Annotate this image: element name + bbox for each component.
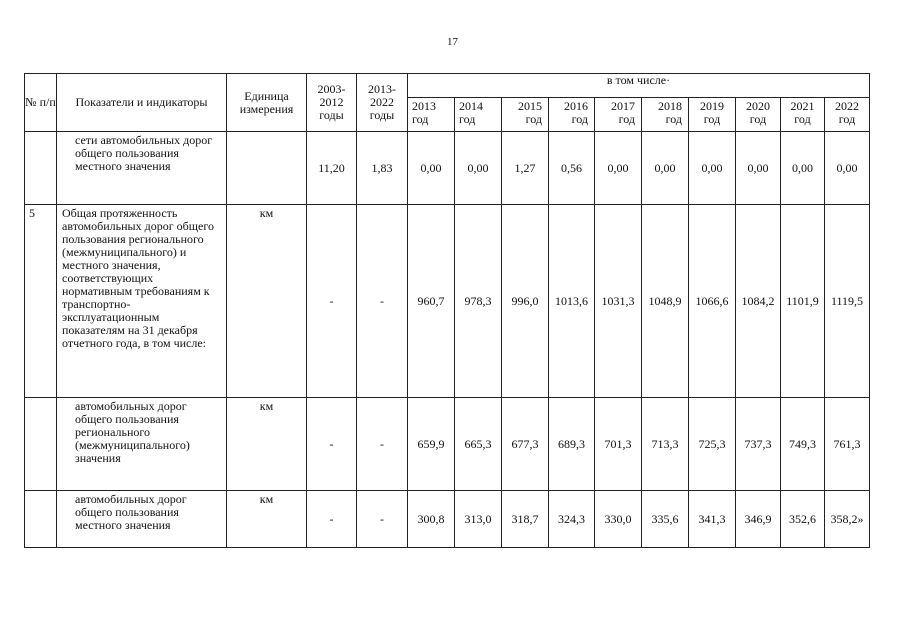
- value-2013: 0,00: [408, 132, 455, 205]
- value-2021: 749,3: [781, 398, 825, 491]
- value-2022: 358,2»: [825, 491, 870, 548]
- row-indicator-name: Общая протяженность автомобильных дорог общего пользования регионального (межмуниципального) и местного значения, соответствующих нормативным требованиям к транспортно-эксплуатационным показателям на 31 декабря отчетного года, в том числе:: [57, 205, 227, 398]
- header-year-2013: 2013 год: [408, 98, 455, 132]
- header-unit: Единица измерения: [227, 74, 307, 132]
- value-2013: 300,8: [408, 491, 455, 548]
- row-period-2013-2022: -: [357, 205, 408, 398]
- row-period-2003-2012: 11,20: [307, 132, 357, 205]
- header-including: в том числе·: [408, 74, 870, 98]
- page-number: 17: [447, 36, 458, 48]
- value-2016: 324,3: [549, 491, 595, 548]
- value-2021: 1101,9: [781, 205, 825, 398]
- value-2015: 1,27: [502, 132, 549, 205]
- value-2019: 0,00: [689, 132, 736, 205]
- row-period-2013-2022: -: [357, 491, 408, 548]
- header-year-2019: 2019 год: [689, 98, 736, 132]
- header-period-2003-2012: 2003-2012 годы: [307, 74, 357, 132]
- value-2015: 677,3: [502, 398, 549, 491]
- header-indicators: Показатели и индикаторы: [57, 74, 227, 132]
- header-year-2016: 2016 год: [549, 98, 595, 132]
- value-2019: 1066,6: [689, 205, 736, 398]
- row-number: [25, 132, 57, 205]
- value-2022: 0,00: [825, 132, 870, 205]
- header-period-2013-2022: 2013-2022 годы: [357, 74, 408, 132]
- header-year-2017: 2017 год: [595, 98, 642, 132]
- row-indicator-name: сети автомобильных дорог общего пользования местного значения: [57, 132, 227, 205]
- value-2020: 346,9: [736, 491, 781, 548]
- value-2015: 318,7: [502, 491, 549, 548]
- value-2020: 0,00: [736, 132, 781, 205]
- row-unit: км: [227, 398, 307, 491]
- value-2020: 1084,2: [736, 205, 781, 398]
- value-2017: 1031,3: [595, 205, 642, 398]
- row-unit: [227, 132, 307, 205]
- value-2018: 0,00: [642, 132, 689, 205]
- indicators-table: [24, 73, 870, 548]
- value-2014: 313,0: [455, 491, 502, 548]
- value-2021: 0,00: [781, 132, 825, 205]
- row-unit: км: [227, 491, 307, 548]
- value-2017: 0,00: [595, 132, 642, 205]
- row-period-2013-2022: 1,83: [357, 132, 408, 205]
- row-number: [25, 398, 57, 491]
- header-no: № п/п: [25, 74, 57, 132]
- row-number: 5: [25, 205, 57, 398]
- row-period-2003-2012: -: [307, 491, 357, 548]
- value-2018: 335,6: [642, 491, 689, 548]
- value-2013: 960,7: [408, 205, 455, 398]
- value-2019: 341,3: [689, 491, 736, 548]
- table-row: [25, 491, 870, 548]
- row-period-2003-2012: -: [307, 205, 357, 398]
- value-2019: 725,3: [689, 398, 736, 491]
- header-year-2020: 2020 год: [736, 98, 781, 132]
- header-year-2015: 2015 год: [502, 98, 549, 132]
- table-row: [25, 132, 870, 205]
- table-row: [25, 398, 870, 491]
- value-2014: 665,3: [455, 398, 502, 491]
- value-2015: 996,0: [502, 205, 549, 398]
- header-year-2018: 2018 год: [642, 98, 689, 132]
- value-2016: 1013,6: [549, 205, 595, 398]
- value-2021: 352,6: [781, 491, 825, 548]
- header-year-2014: 2014 год: [455, 98, 502, 132]
- header-year-2022: 2022 год: [825, 98, 870, 132]
- table-row: [25, 205, 870, 398]
- row-indicator-name: автомобильных дорог общего пользования местного значения: [57, 491, 227, 548]
- value-2018: 713,3: [642, 398, 689, 491]
- row-period-2003-2012: -: [307, 398, 357, 491]
- value-2014: 0,00: [455, 132, 502, 205]
- value-2016: 689,3: [549, 398, 595, 491]
- row-number: [25, 491, 57, 548]
- row-unit: км: [227, 205, 307, 398]
- value-2014: 978,3: [455, 205, 502, 398]
- header-year-2021: 2021 год: [781, 98, 825, 132]
- value-2013: 659,9: [408, 398, 455, 491]
- value-2017: 701,3: [595, 398, 642, 491]
- value-2018: 1048,9: [642, 205, 689, 398]
- row-period-2013-2022: -: [357, 398, 408, 491]
- value-2017: 330,0: [595, 491, 642, 548]
- value-2016: 0,56: [549, 132, 595, 205]
- value-2020: 737,3: [736, 398, 781, 491]
- value-2022: 1119,5: [825, 205, 870, 398]
- value-2022: 761,3: [825, 398, 870, 491]
- row-indicator-name: автомобильных дорог общего пользования регионального (межмуниципального) значения: [57, 398, 227, 491]
